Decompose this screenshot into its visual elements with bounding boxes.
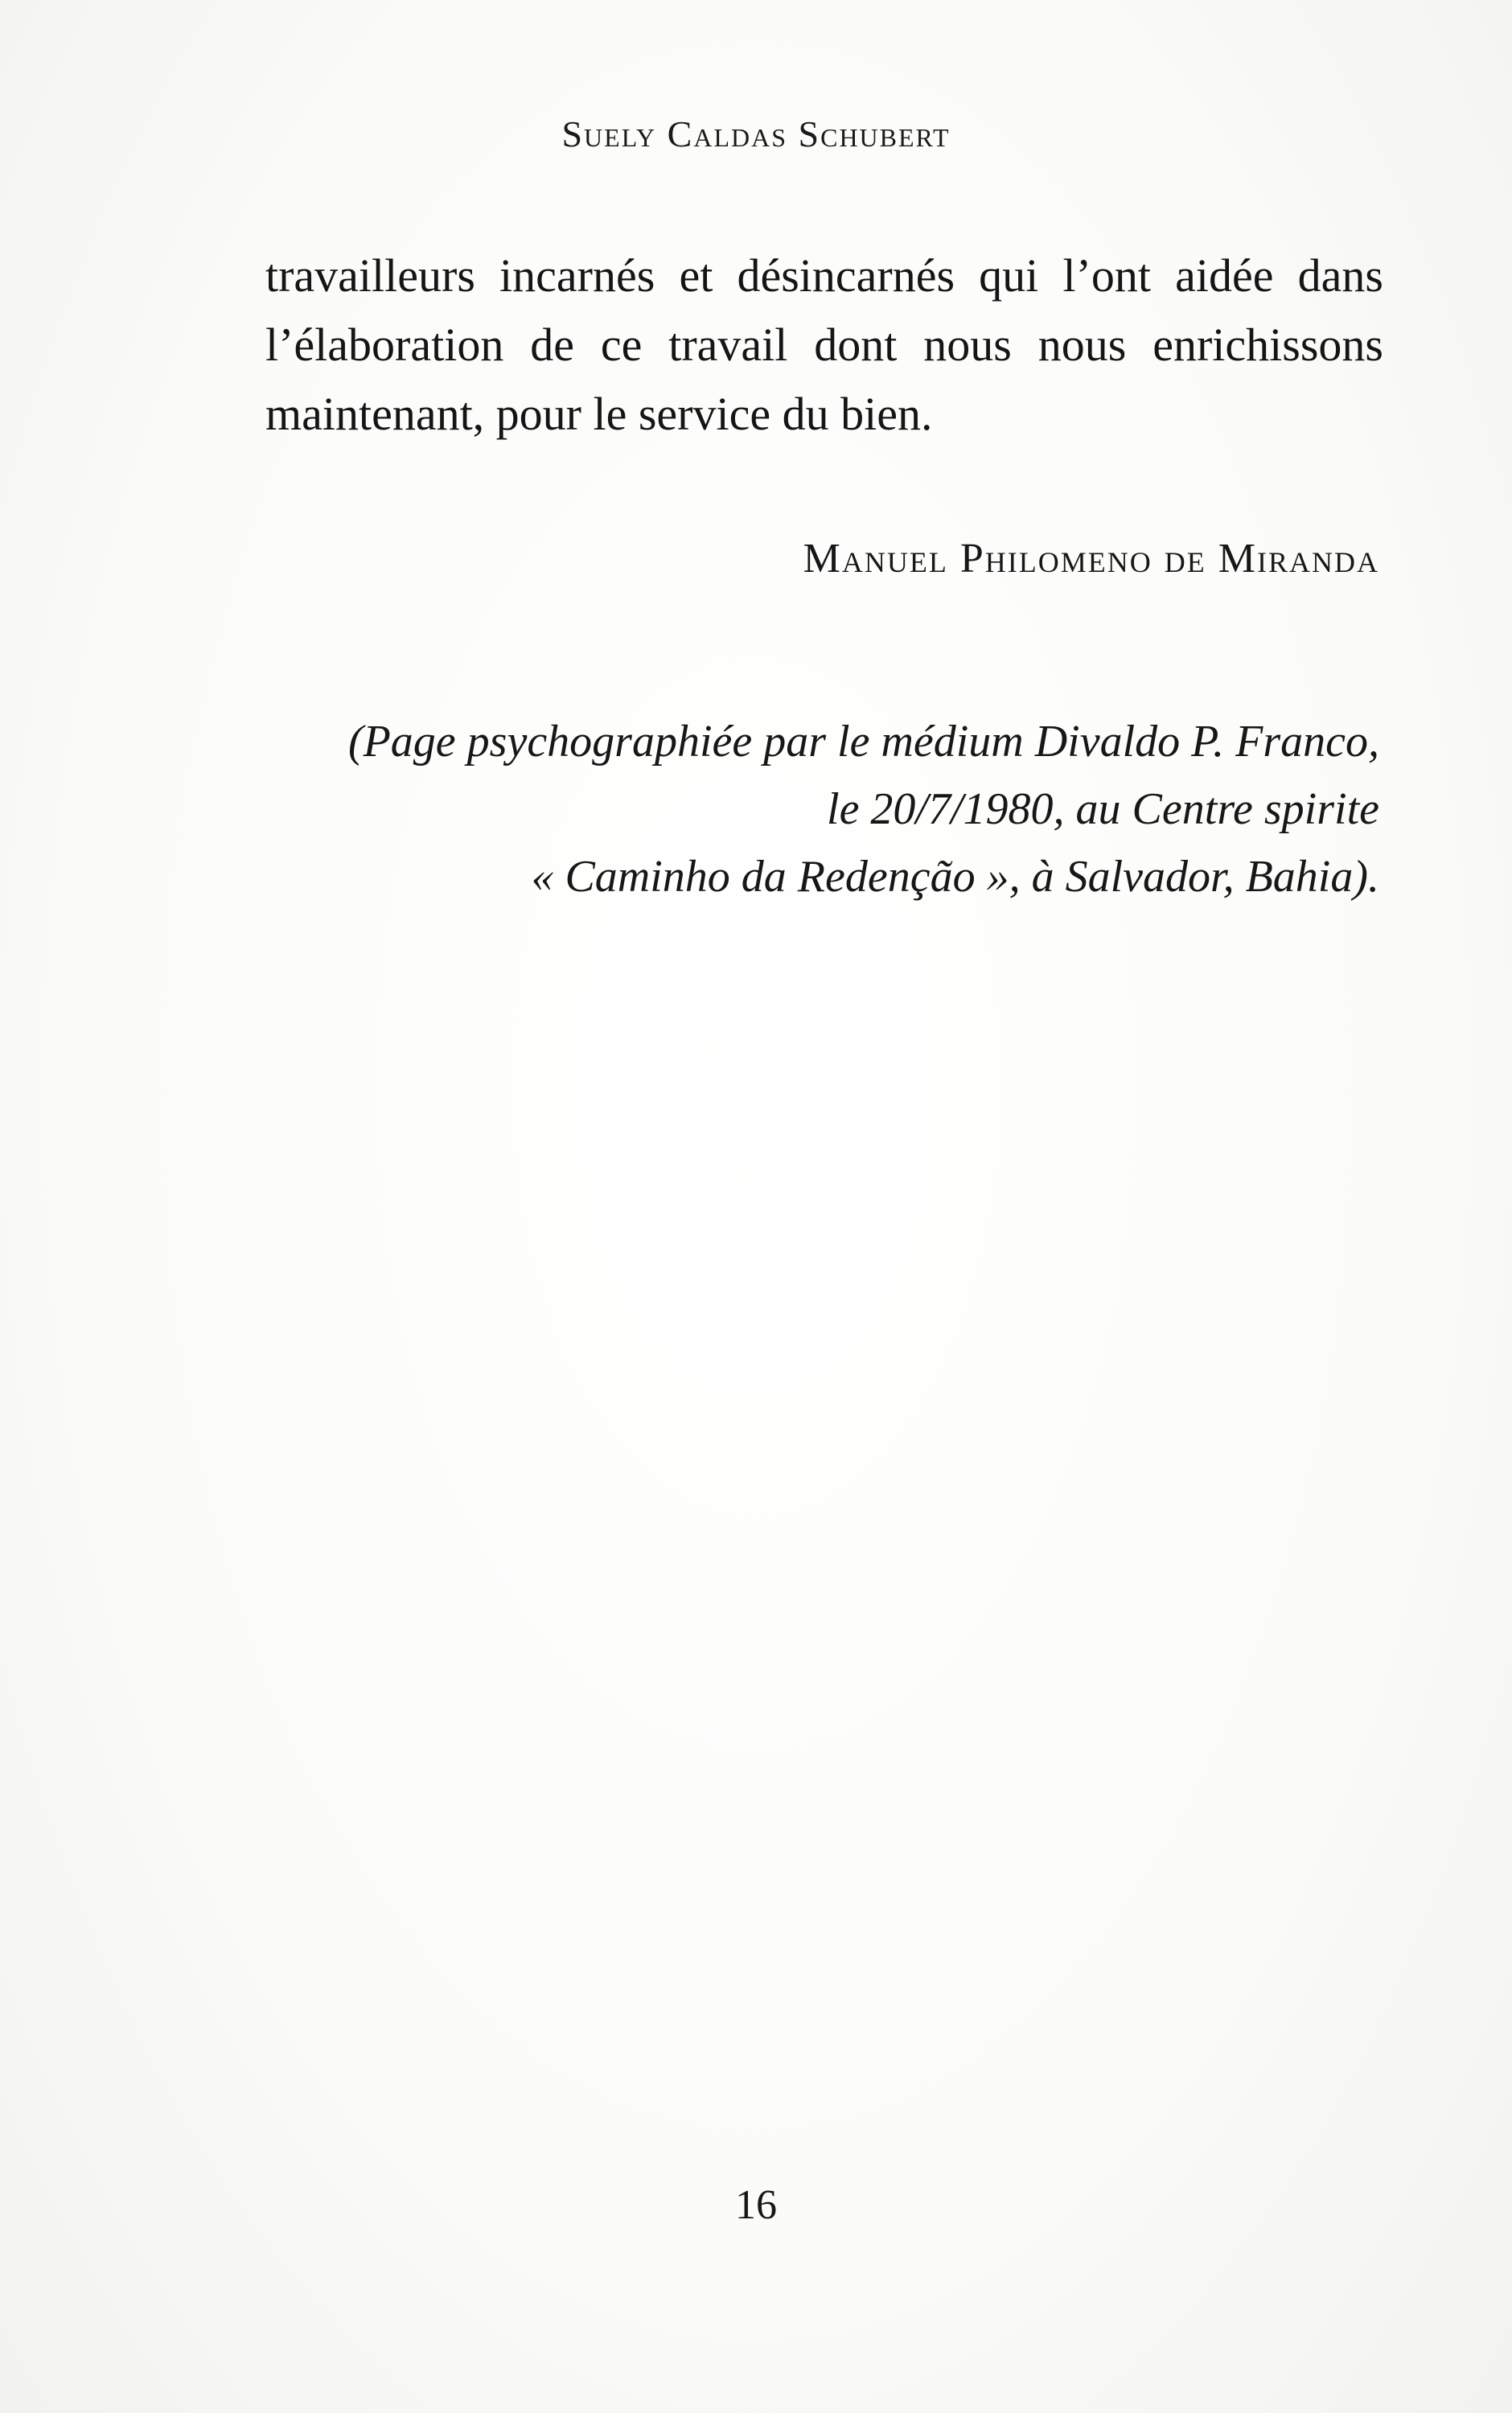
paragraph: travailleurs incarnés et désincarnés qui l’ont aidée dans l’élaboration de ce travail dont nous nous enrichissons maintenant, pour le service du bien. xyxy=(265,249,1383,440)
running-head: Suely Caldas Schubert xyxy=(561,113,951,154)
note-line: le 20/7/1980, au Centre spirite xyxy=(827,784,1379,834)
body-text xyxy=(265,241,1383,449)
page-number: 16 xyxy=(735,2182,777,2228)
note-line: (Page psychographiée par le médium Divaldo P. Franco, xyxy=(347,717,1379,767)
psychography-note xyxy=(253,708,1379,911)
author-signature: Manuel Philomeno de Miranda xyxy=(803,536,1379,582)
note-line: « Caminho da Redenção », à Salvador, Bahia). xyxy=(531,852,1379,902)
